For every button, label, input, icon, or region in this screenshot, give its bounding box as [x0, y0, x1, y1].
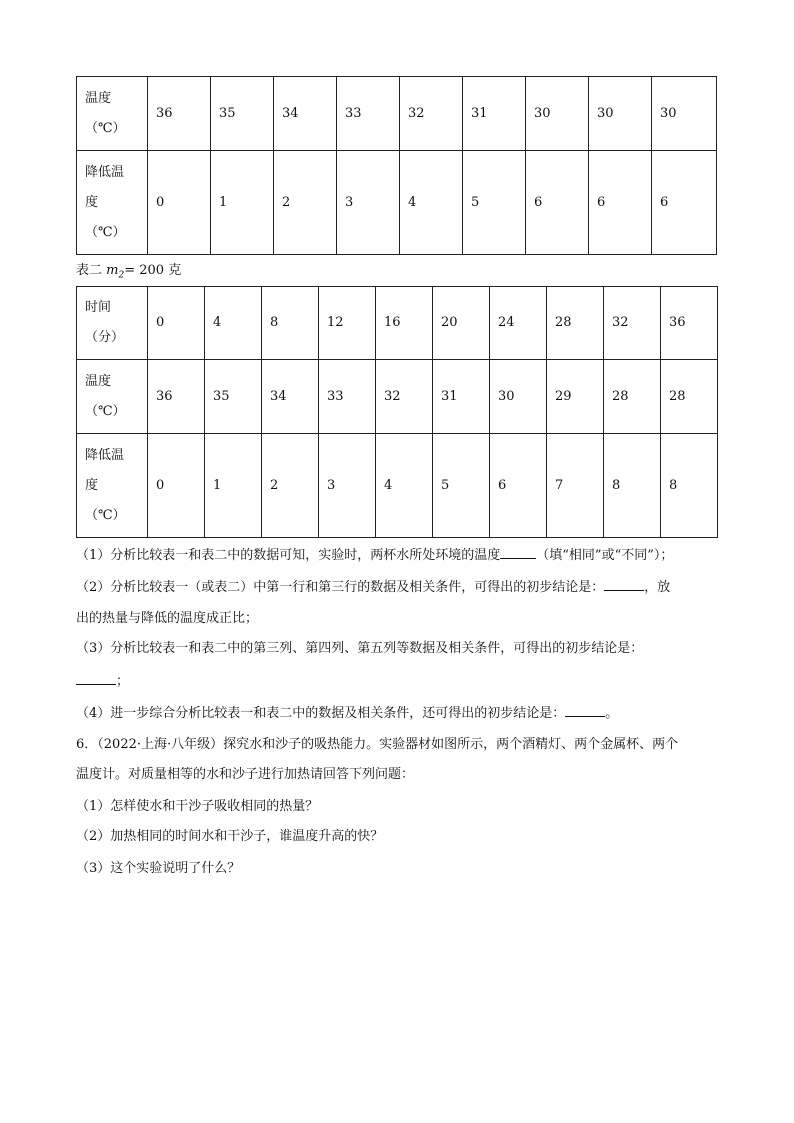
table-cell: 33	[319, 360, 376, 434]
table-cell: 30	[652, 77, 717, 151]
table-cell: 8	[262, 287, 319, 360]
table-cell: 35	[205, 360, 262, 434]
question-text: （2）加热相同的时间水和干沙子，谁温度升高的快？	[76, 829, 384, 844]
table-cell: 6	[589, 151, 652, 255]
table-cell: 0	[148, 151, 211, 255]
table-cell: 5	[433, 434, 490, 538]
row-header-line: 温度	[85, 90, 112, 106]
table-cell: 29	[547, 360, 604, 434]
question-2-continued	[76, 610, 726, 628]
table-cell: 34	[262, 360, 319, 434]
table-two-caption	[76, 262, 181, 285]
row-header-line: （分）	[85, 330, 125, 345]
table-cell: 4	[205, 287, 262, 360]
table-cell: 30	[589, 77, 652, 151]
question-text: （2）分析比较表一（或表二）中第一行和第三行的数据及相关条件，可得出的初步结论是：	[76, 580, 605, 595]
table-row	[77, 287, 718, 360]
problem-text: 6．（2022·上海·八年级）探究水和沙子的吸热能力。实验器材如图所示，两个酒精灯、两个金属杯、两个	[76, 737, 679, 752]
table-cell: 2	[262, 434, 319, 538]
question-text: （4）进一步综合分析比较表一和表二中的数据及相关条件，还可得出的初步结论是：	[76, 706, 566, 721]
table-cell: 3	[337, 151, 400, 255]
table-cell: 12	[319, 287, 376, 360]
question-text: 出的热量与降低的温度成正比；	[76, 611, 259, 626]
question-4	[76, 704, 726, 723]
row-header	[77, 434, 148, 538]
question-text: 。	[605, 706, 619, 721]
question-text: ；	[116, 674, 130, 689]
table-cell: 32	[400, 77, 463, 151]
table-cell: 6	[526, 151, 589, 255]
table-cell: 2	[274, 151, 337, 255]
question-2	[76, 578, 726, 597]
table-cell: 35	[211, 77, 274, 151]
row-header-line: 时间	[85, 300, 112, 315]
table-cell: 3	[319, 434, 376, 538]
table-cell: 30	[490, 360, 547, 434]
question-text: （1）怎样使水和干沙子吸收相同的热量？	[76, 799, 319, 814]
table-cell: 8	[661, 434, 718, 538]
table-cell: 0	[148, 287, 205, 360]
table-cell: 32	[376, 360, 433, 434]
table-cell: 6	[652, 151, 717, 255]
row-header-line: 降低温	[85, 447, 125, 463]
table-cell: 30	[526, 77, 589, 151]
answer-blank[interactable]	[500, 546, 536, 559]
table-cell: 33	[337, 77, 400, 151]
problem-6-continued	[76, 766, 726, 784]
question-text: （填“相同”或“不同”）；	[536, 548, 674, 563]
table-cell: 36	[661, 287, 718, 360]
question-3-continued	[76, 672, 726, 691]
row-header-line: 降低温	[85, 164, 125, 180]
table-cell: 1	[211, 151, 274, 255]
table-cell: 32	[604, 287, 661, 360]
answer-blank[interactable]	[604, 578, 644, 591]
table-two	[76, 286, 718, 538]
table-cell: 31	[463, 77, 526, 151]
row-header-line: 度	[85, 194, 99, 210]
row-header	[77, 360, 148, 434]
question-text: ，放	[644, 580, 671, 595]
table-cell: 8	[604, 434, 661, 538]
table-cell: 31	[433, 360, 490, 434]
row-header-line: （℃）	[85, 120, 126, 136]
table-cell: 6	[490, 434, 547, 538]
row-header	[77, 287, 148, 360]
table-cell: 4	[400, 151, 463, 255]
row-header-line: （℃）	[85, 403, 126, 419]
table-cell: 28	[604, 360, 661, 434]
table-cell: 1	[205, 434, 262, 538]
problem-text: 温度计。对质量相等的水和沙子进行加热请回答下列问题：	[76, 767, 415, 782]
answer-blank[interactable]	[565, 704, 605, 717]
table-row	[77, 77, 717, 151]
table-cell: 20	[433, 287, 490, 360]
row-header-line: 度	[85, 477, 99, 493]
table-cell: 34	[274, 77, 337, 151]
table-cell: 7	[547, 434, 604, 538]
table-row	[77, 151, 717, 255]
table-cell: 4	[376, 434, 433, 538]
row-header-line: （℃）	[85, 224, 126, 240]
question-1	[76, 546, 726, 565]
row-header	[77, 77, 148, 151]
caption-prefix: 表二	[76, 263, 103, 278]
table-cell: 28	[661, 360, 718, 434]
table-cell: 24	[490, 287, 547, 360]
caption-subscript: 2	[118, 270, 125, 281]
row-header	[77, 151, 148, 255]
answer-blank[interactable]	[76, 672, 116, 685]
question-text: （3）这个实验说明了什么？	[76, 861, 241, 876]
table-cell: 0	[148, 434, 205, 538]
table-one	[76, 76, 717, 255]
caption-variable: m	[106, 263, 119, 278]
row-header-line: （℃）	[85, 507, 126, 523]
table-cell: 5	[463, 151, 526, 255]
row-header-line: 温度	[85, 373, 112, 389]
caption-suffix: = 200 克	[124, 263, 182, 278]
table-cell: 28	[547, 287, 604, 360]
table-row	[77, 360, 718, 434]
question-3	[76, 640, 726, 658]
question-text: （1）分析比较表一和表二中的数据可知，实验时，两杯水所处环境的温度	[76, 548, 501, 563]
problem-6-question-2	[76, 828, 726, 846]
problem-6-question-3	[76, 860, 726, 878]
question-text: （3）分析比较表一和表二中的第三列、第四列、第五列等数据及相关条件，可得出的初步结论是：	[76, 641, 644, 656]
table-row	[77, 434, 718, 538]
problem-6-question-1	[76, 798, 726, 816]
table-cell: 16	[376, 287, 433, 360]
problem-6	[76, 736, 726, 754]
table-cell: 36	[148, 360, 205, 434]
table-cell: 36	[148, 77, 211, 151]
